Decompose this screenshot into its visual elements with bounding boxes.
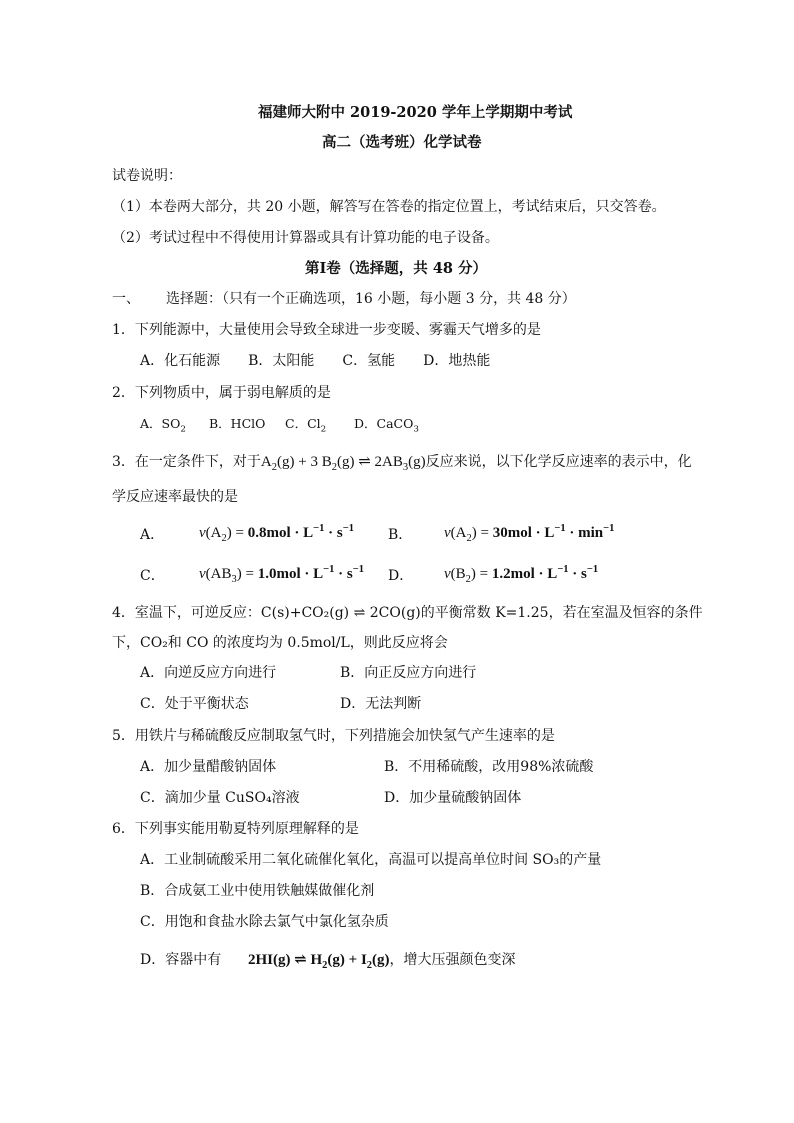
question-4-option-b: B．向正反应方向进行 [340,665,477,681]
question-6-option-b: B．合成氨工业中使用铁触媒做催化剂 [140,883,375,899]
question-3-label-a: A． [140,527,165,543]
question-3-option-c: $v(AB_3) = 1.0mol \cdot L^{-1} \cdot s^{-1}$ [199,564,364,585]
instruction-item-1: （1）本卷两大部分，共 20 小题，解答写在答卷的指定位置上，考试结束后，只交答卷。 [112,199,666,215]
hi-equilibrium-equation: 2HI(g) ⇌ $H_2(g) + I_2(g)$ [247,952,390,971]
section-title: 第Ⅰ卷（选择题，共 48 分） [305,260,488,277]
question-5-option-c: C．滴加少量 CuSO₄溶液 [140,790,300,806]
question-6-option-d: D．容器中有 2HI(g) ⇌ $H_2(g) + I_2(g)$，增大压强颜色变深 [140,952,516,971]
question-6-option-c: C．用饱和食盐水除去氯气中氯化氢杂质 [140,914,389,930]
question-3-label-c: C． [140,568,165,584]
question-3-label-d: D． [388,568,414,584]
question-3-option-d: $v(B_2) = 1.2mol \cdot L^{-1} \cdot s^{-1}$ [444,564,599,585]
part-instructions: 选择题：（只有一个正确选项，16 小题，每小题 3 分，共 48 分） [166,291,576,307]
exam-subtitle: 高二（选考班）化学试卷 [322,134,482,151]
question-2-option-a: A．$SO_2$ [140,416,186,435]
question-4-stem: 4．室温下，可逆反应：C(s)+CO₂(g) ⇌ 2CO(g)的平衡常数 K=1.25，若在室温及恒容的条件 [112,605,703,621]
question-5-option-a: A．加少量醋酸钠固体 [140,759,277,775]
question-3-label-b: B． [388,527,413,543]
question-4-option-c: C．处于平衡状态 [140,696,249,712]
question-1-options: A．化石能源 B．太阳能 C．氢能 D．地热能 [140,353,491,369]
question-2-option-b: B．HClO [209,416,266,431]
instruction-item-2: （2）考试过程中不得使用计算器或具有计算功能的电子设备。 [112,230,499,246]
question-2-stem: 2．下列物质中，属于弱电解质的是 [112,385,331,401]
question-3-option-b: $v(A_2) = 30mol \cdot L^{-1} \cdot \min^{-1}$ [444,523,615,544]
question-2-option-d: D．CaCO$_3$ [354,416,419,435]
question-4-option-d: D．无法判断 [340,696,422,712]
question-5-option-d: D．加少量硫酸钠固体 [384,790,522,806]
question-6-option-a: A．工业制硫酸采用二氧化硫催化氧化，高温可以提高单位时间 SO₃的产量 [140,852,602,868]
instructions-heading: 试卷说明： [112,168,182,184]
question-4-option-a: A．向逆反应方向进行 [140,665,277,681]
reaction-equation: $A_2(g) + 3$ $B_2(g)$ ⇌ $2AB_3(g)$ [260,454,426,473]
question-4-stem-line2: 下，CO₂和 CO 的浓度均为 0.5mol/L，则此反应将会 [112,635,448,651]
exam-title: 福建师大附中 2019-2020 学年上学期期中考试 [258,104,573,121]
question-5-option-b: B．不用稀硫酸，改用98%浓硫酸 [384,759,594,775]
question-3-stem: 3．在一定条件下，对于$A_2(g) + 3$ $B_2(g)$ ⇌ $2AB_3(g)$反应来说，以下化学反应速率的表示中，化 [112,454,692,473]
question-3-stem-line2: 学反应速率最快的是 [112,489,238,505]
question-2-option-c: C．$Cl_2$ [285,416,327,435]
question-3-option-a: $v(A_2) = 0.8mol \cdot L^{-1} \cdot s^{-1}$ [199,523,354,544]
question-6-stem: 6．下列事实能用勒夏特列原理解释的是 [112,821,359,837]
question-5-stem: 5．用铁片与稀硫酸反应制取氢气时，下列措施会加快氢气产生速率的是 [112,728,555,744]
question-1-stem: 1．下列能源中，大量使用会导致全球进一步变暖、雾霾天气增多的是 [112,322,541,338]
part-label: 一、 [112,291,140,307]
